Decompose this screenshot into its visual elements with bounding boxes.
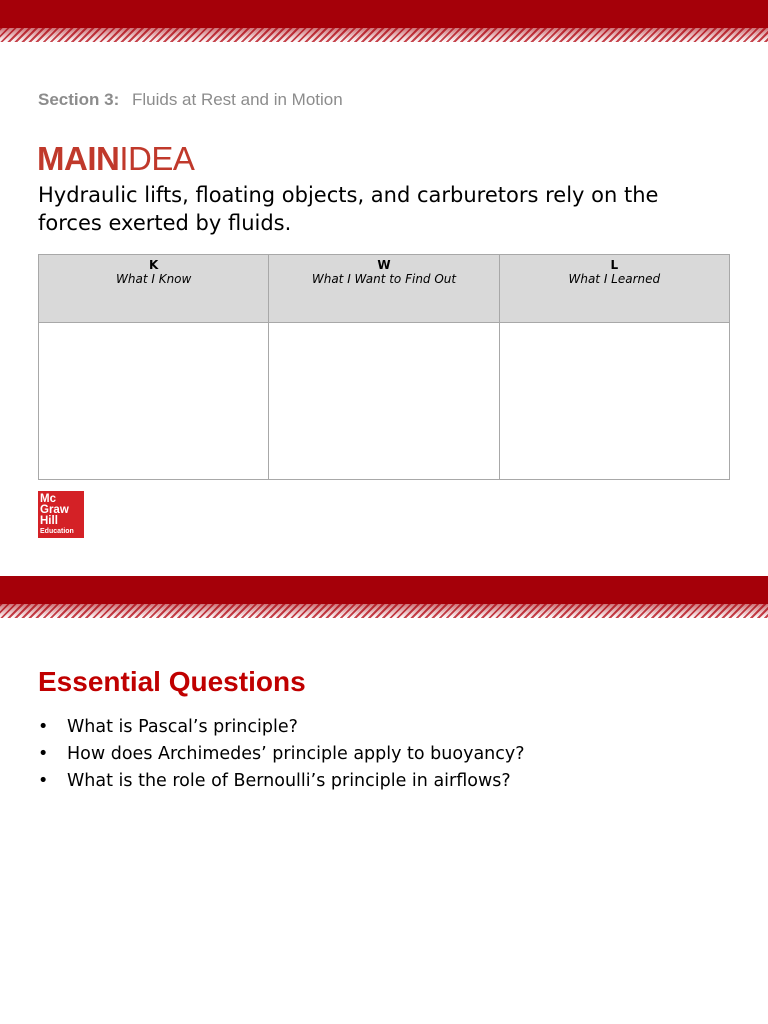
main-idea-text: Hydraulic lifts, floating objects, and carburetors rely on the forces exerted by fluids. — [38, 183, 659, 235]
question-item — [38, 714, 738, 741]
kwl-header-l — [499, 255, 729, 323]
main-idea-logo-part2: IDEA — [119, 140, 195, 177]
kwl-cell-l[interactable] — [499, 323, 729, 480]
logo-line-2: Graw — [40, 504, 69, 516]
kwl-desc-k: What I Know — [116, 272, 192, 286]
section-heading — [38, 90, 343, 110]
question-text: How does Archimedes’ principle apply to buoyancy? — [67, 744, 525, 764]
kwl-cell-w[interactable] — [269, 323, 499, 480]
question-item — [38, 741, 738, 768]
essential-questions-title: Essential Questions — [38, 666, 306, 697]
kwl-cell-k[interactable] — [39, 323, 269, 480]
top-header-band — [0, 0, 768, 28]
question-text: What is the role of Bernoulli’s principle in airflows? — [67, 771, 511, 791]
kwl-chart — [38, 254, 730, 480]
second-header-band — [0, 576, 768, 604]
bullet-icon: • — [38, 717, 49, 737]
kwl-letter-k: K — [149, 258, 159, 272]
logo-line-4: Education — [40, 528, 74, 535]
kwl-letter-w: W — [377, 258, 391, 272]
logo-line-3: Hill — [40, 515, 58, 527]
section-title: Fluids at Rest and in Motion — [131, 90, 343, 109]
main-idea-logo — [37, 140, 194, 178]
kwl-header-w — [269, 255, 499, 323]
mcgraw-hill-logo — [38, 491, 84, 538]
question-text: What is Pascal’s principle? — [67, 717, 298, 737]
logo-line-1: Mc — [40, 493, 56, 505]
bullet-icon: • — [38, 771, 49, 791]
kwl-header-row — [39, 255, 730, 323]
top-header-stripe — [0, 28, 768, 42]
question-item — [38, 768, 738, 795]
bullet-icon: • — [38, 744, 49, 764]
essential-questions-list — [38, 714, 738, 795]
kwl-letter-l: L — [610, 258, 619, 272]
kwl-header-k — [39, 255, 269, 323]
main-idea-logo-part1: MAIN — [37, 140, 120, 177]
section-label: Section 3: — [38, 90, 120, 109]
kwl-body-row — [39, 323, 730, 480]
second-header-stripe — [0, 604, 768, 618]
kwl-desc-w: What I Want to Find Out — [311, 272, 457, 286]
kwl-desc-l: What I Learned — [568, 272, 661, 286]
